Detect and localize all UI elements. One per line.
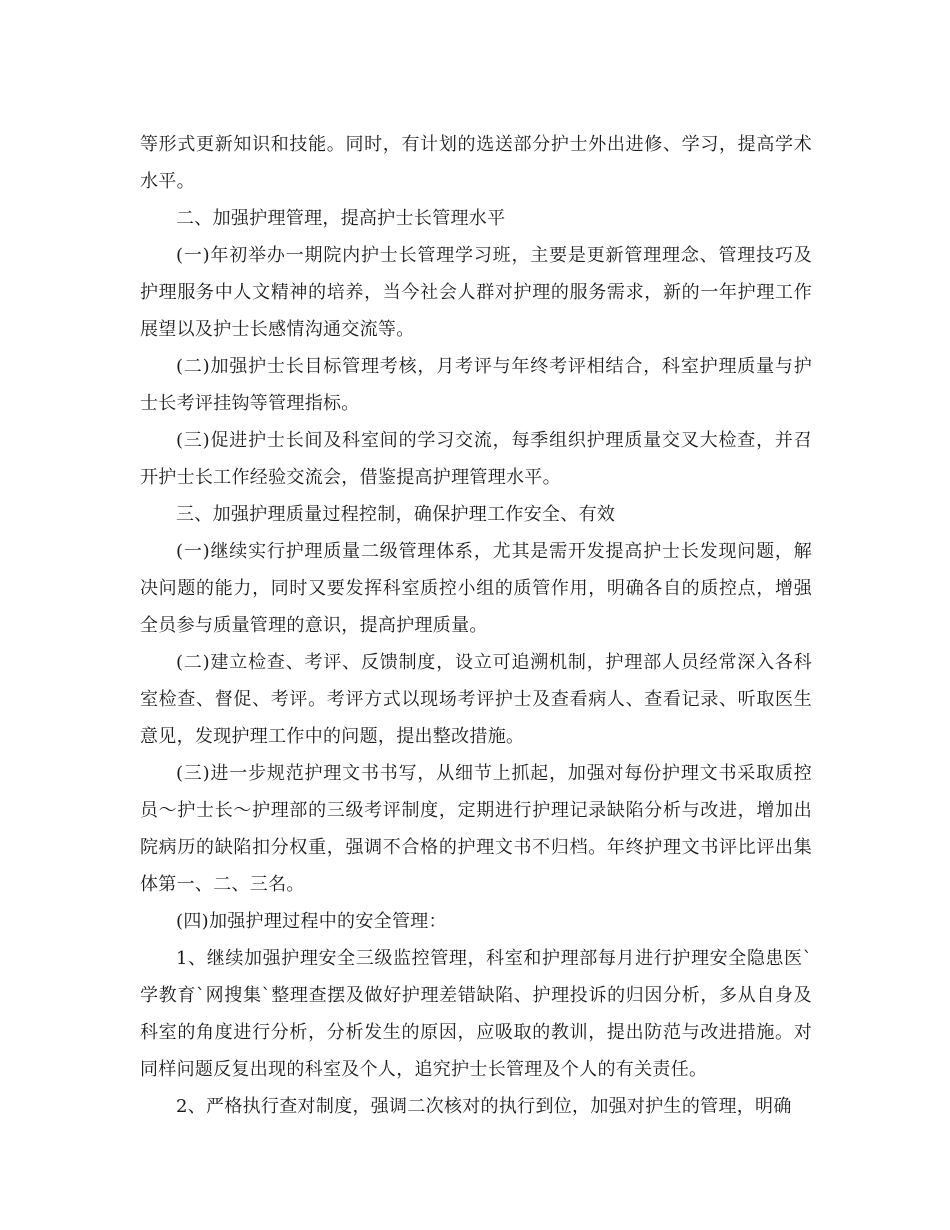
paragraph-continuation: 等形式更新知识和技能。同时，有计划的选送部分护士外出进修、学习，提高学术水平。 [140,134,812,192]
paragraph: (一)年初举办一期院内护士长管理学习班，主要是更新管理理念、管理技巧及护理服务中人文精神的培养，当今社会人群对护理的服务需求，新的一年护理工作展望以及护士长感情沟通交流等。 [140,245,812,340]
paragraph: (一)继续实行护理质量二级管理体系，尤其是需开发提高护士长发现问题，解决问题的能力，同时又要发挥科室质控小组的质管作用，明确各自的质控点，增强全员参与质量管理的意识，提高护理质量。 [140,541,812,636]
paragraph: (二)加强护士长目标管理考核，月考评与年终考评相结合，科室护理质量与护士长考评挂钩等管理指标。 [140,356,812,414]
body-text [140,126,812,1125]
paragraph: (三)进一步规范护理文书书写，从细节上抓起，加强对每份护理文书采取质控员～护士长～护理部的三级考评制度，定期进行护理记录缺陷分析与改进，增加出院病历的缺陷扣分权重，强调不合格的护理文书不归档。年终护理文书评比评出集体第一、二、三名。 [140,763,812,895]
paragraph: (二)建立检查、考评、反馈制度，设立可追溯机制，护理部人员经常深入各科室检查、督促、考评。考评方式以现场考评护士及查看病人、查看记录、听取医生意见，发现护理工作中的问题，提出整改措施。 [140,652,812,747]
subsection-heading-4: (四)加强护理过程中的安全管理： [176,911,447,932]
section-heading-3: 三、加强护理质量过程控制，确保护理工作安全、有效 [176,504,616,525]
paragraph: (三)促进护士长间及科室间的学习交流，每季组织护理质量交叉大检查，并召开护士长工作经验交流会，借鉴提高护理管理水平。 [140,430,812,488]
paragraph: 2、严格执行查对制度，强调二次核对的执行到位，加强对护生的管理，明确 [176,1096,792,1117]
paragraph: 1、继续加强护理安全三级监控管理，科室和护理部每月进行护理安全隐患医`学教育`网搜集`整理查摆及做好护理差错缺陷、护理投诉的归因分析，多从自身及科室的角度进行分析，分析发生的原因，应吸取的教训，提出防范与改进措施。对同样问题反复出现的科室及个人，追究护士长管理及个人的有关责任。 [140,948,812,1080]
section-heading-2: 二、加强护理管理，提高护士长管理水平 [176,208,506,229]
